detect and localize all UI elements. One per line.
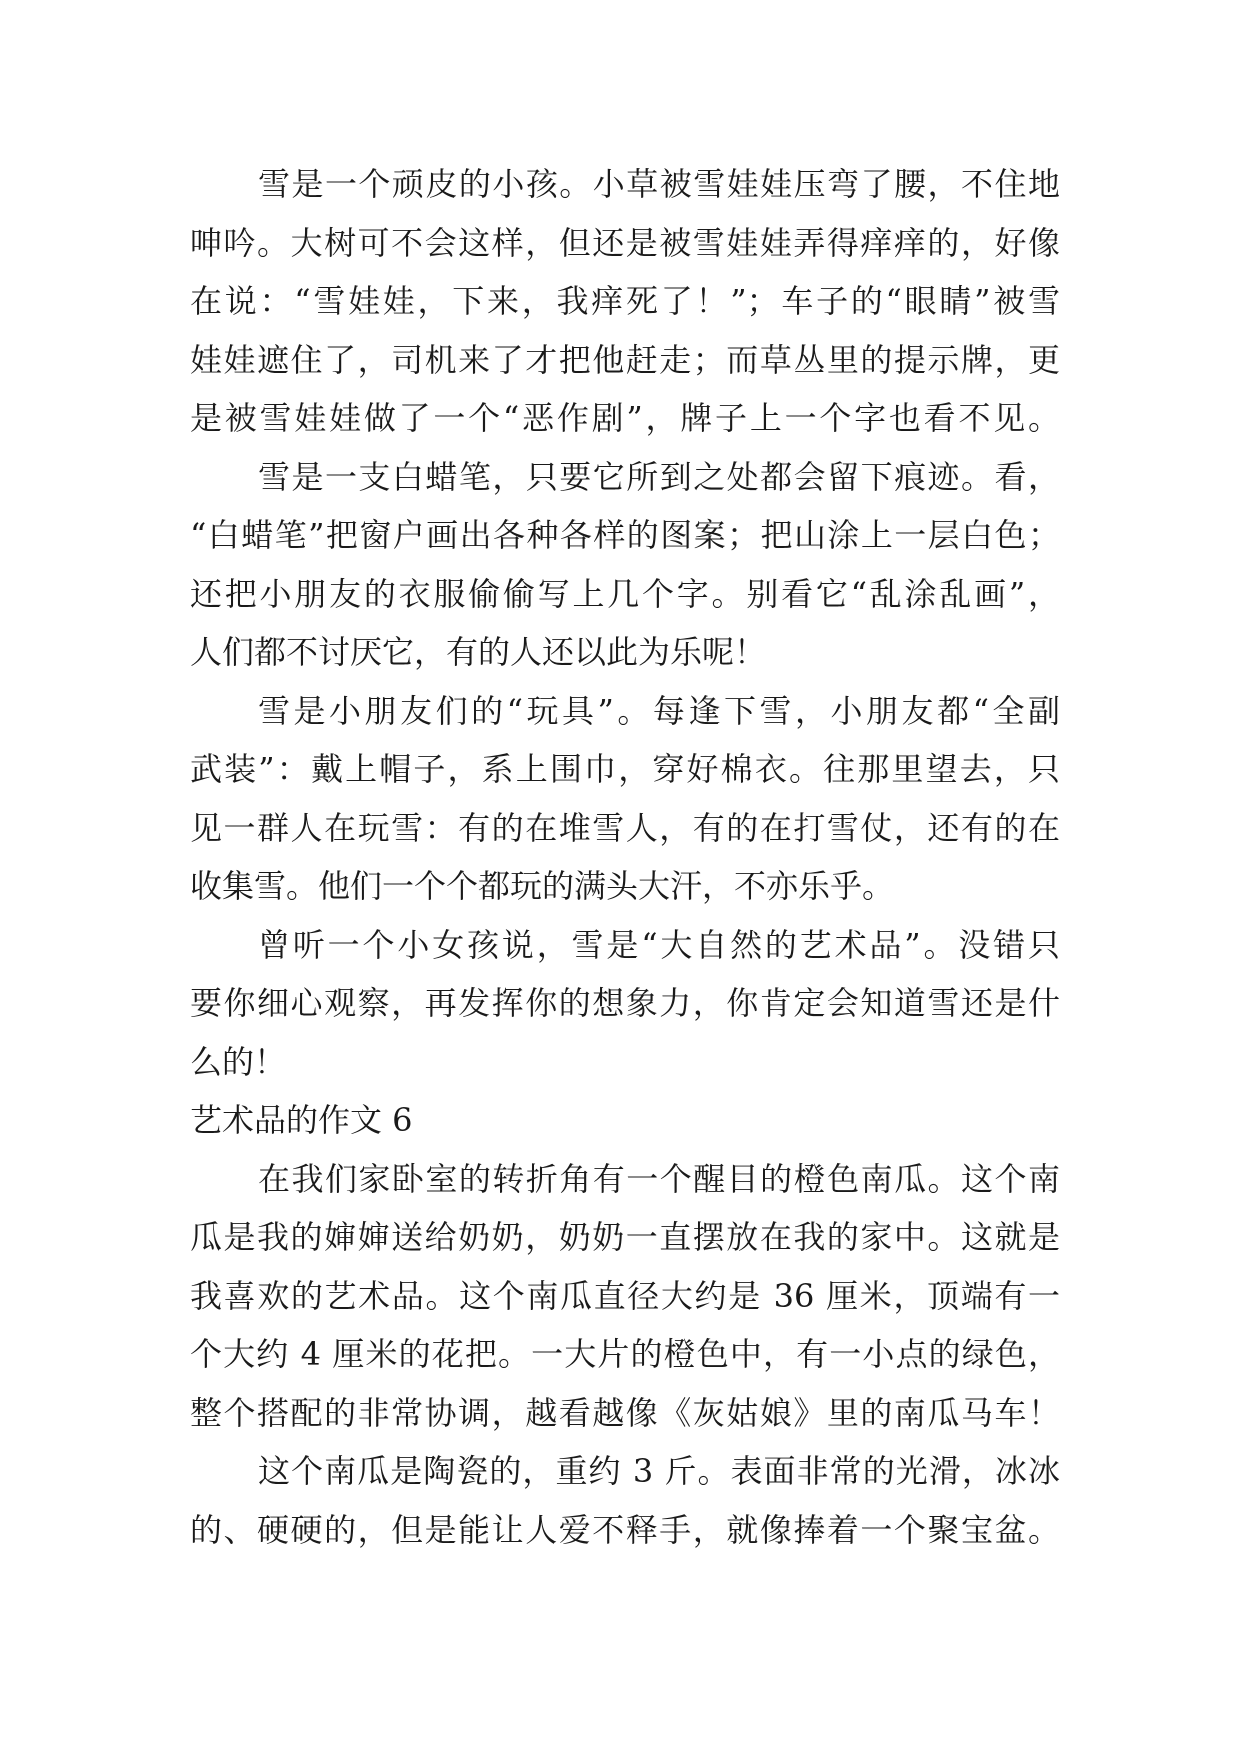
paragraph [190, 682, 1060, 916]
document-body [190, 155, 1060, 1559]
text-line: 还把小朋友的衣服偷偷写上几个字。别看它“乱涂乱画”， [190, 574, 1060, 613]
text-line: 个大约 4 厘米的花把。一大片的橙色中，有一小点的绿色， [190, 1335, 1060, 1373]
paragraph [190, 1442, 1060, 1559]
text-line: 曾听一个小女孩说，雪是“大自然的艺术品”。没错只 [258, 925, 1060, 964]
paragraph [190, 155, 1060, 448]
text-line: 呻吟。大树可不会这样，但还是被雪娃娃弄得痒痒的，好像 [190, 223, 1060, 262]
text-line: 我喜欢的艺术品。这个南瓜直径大约是 36 厘米，顶端有一 [190, 1276, 1060, 1315]
text-line: 人们都不讨厌它，有的人还以此为乐呢！ [190, 633, 767, 671]
text-line: 雪是一支白蜡笔，只要它所到之处都会留下痕迹。看， [258, 457, 1060, 496]
text-line: 整个搭配的非常协调，越看越像《灰姑娘》里的南瓜马车！ [190, 1393, 1060, 1432]
text-line: 要你细心观察，再发挥你的想象力，你肯定会知道雪还是什 [190, 984, 1060, 1022]
text-line: 娃娃遮住了，司机来了才把他赶走；而草丛里的提示牌，更 [190, 340, 1060, 379]
section-heading-block [190, 1091, 1060, 1150]
text-line: 这个南瓜是陶瓷的，重约 3 斤。表面非常的光滑，冰冰 [258, 1452, 1060, 1490]
paragraph [190, 1150, 1060, 1443]
text-line: 收集雪。他们一个个都玩的满头大汗，不亦乐乎。 [190, 867, 895, 905]
text-line: 在我们家卧室的转折角有一个醒目的橙色南瓜。这个南 [258, 1159, 1060, 1198]
paragraph [190, 916, 1060, 1092]
text-line: 是被雪娃娃做了一个“恶作剧”，牌子上一个字也看不见。 [190, 399, 1060, 437]
text-line: “白蜡笔”把窗户画出各种各样的图案；把山涂上一层白色； [190, 516, 1060, 554]
text-line: 雪是小朋友们的“玩具”。每逢下雪，小朋友都“全副 [258, 691, 1060, 730]
text-line: 武装”：戴上帽子，系上围巾，穿好棉衣。往那里望去，只 [190, 750, 1060, 788]
text-line: 见一群人在玩雪：有的在堆雪人，有的在打雪仗，还有的在 [190, 808, 1060, 847]
text-line: 的、硬硬的，但是能让人爱不释手，就像捧着一个聚宝盆。 [190, 1510, 1060, 1549]
text-line: 么的！ [190, 1042, 287, 1081]
text-line: 雪是一个顽皮的小孩。小草被雪娃娃压弯了腰，不住地 [258, 165, 1060, 203]
text-line: 在说：“雪娃娃，下来，我痒死了！”；车子的“眼睛”被雪 [190, 282, 1060, 320]
text-line: 瓜是我的婶婶送给奶奶，奶奶一直摆放在我的家中。这就是 [190, 1218, 1060, 1256]
section-heading: 艺术品的作文 6 [190, 1101, 413, 1139]
paragraph [190, 448, 1060, 682]
